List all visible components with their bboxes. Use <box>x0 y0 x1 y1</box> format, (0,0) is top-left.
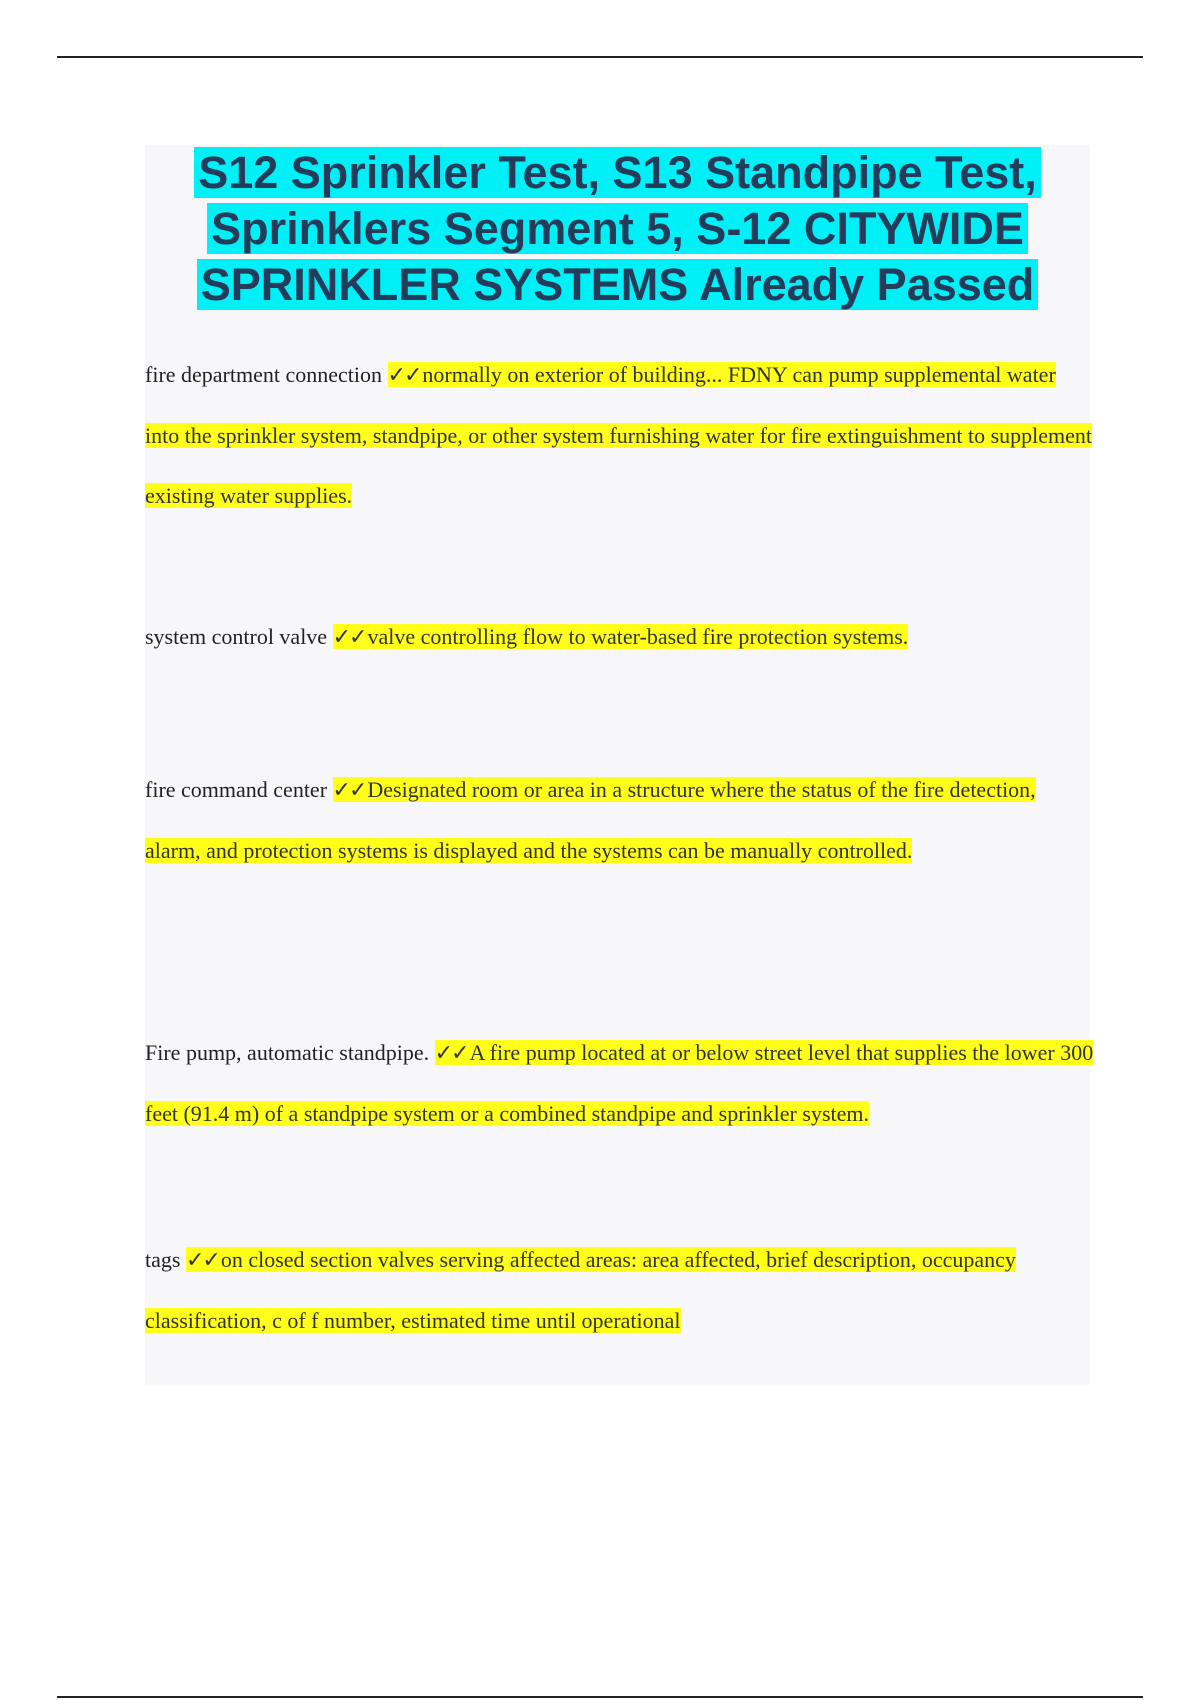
entry-term: tags <box>145 1247 181 1272</box>
double-check-icon: ✓✓ <box>332 778 366 803</box>
entry-definition <box>145 1247 1016 1333</box>
entry-definition-text: valve controlling flow to water-based fire protection systems. <box>367 624 909 649</box>
entry-tags <box>145 1230 1095 1351</box>
entry-fire-command-center <box>145 760 1095 881</box>
bottom-rule <box>57 1696 1143 1698</box>
entry-definition-text: A fire pump located at or below street level that supplies the lower 300 feet (91.4 m) of a standpipe system or a combined standpipe and sprinkler system. <box>145 1040 1094 1126</box>
entry-definition-text: on closed section valves serving affected areas: area affected, brief description, occupancy classification, c of f number, estimated time until operational <box>145 1247 1016 1333</box>
entry-definition <box>333 624 909 649</box>
document-title-text: S12 Sprinkler Test, S13 Standpipe Test, Sprinklers Segment 5, S-12 CITYWIDE SPRINKLER SYSTEMS Already Passed <box>194 147 1041 310</box>
top-rule <box>57 56 1143 58</box>
entry-term: system control valve <box>145 624 328 649</box>
entry-definition-text: normally on exterior of building... FDNY can pump supplemental water into the sprinkler system, standpipe, or other system furnishing water for fire extinguishment to supplement existing water supplies. <box>145 362 1093 508</box>
double-check-icon: ✓✓ <box>434 1041 468 1066</box>
entry-term: Fire pump, automatic standpipe. <box>145 1040 430 1065</box>
double-check-icon: ✓✓ <box>332 625 366 650</box>
title-block <box>145 145 1090 313</box>
entry-term: fire department connection <box>145 362 383 387</box>
entry-fire-department-connection <box>145 345 1095 526</box>
double-check-icon: ✓✓ <box>387 363 421 388</box>
entry-fire-pump-automatic-standpipe <box>145 1023 1095 1144</box>
double-check-icon: ✓✓ <box>185 1248 219 1273</box>
document-title <box>145 145 1090 313</box>
entry-definition-text: Designated room or area in a structure where the status of the fire detection, alarm, and protection systems is displayed and the systems can be manually controlled. <box>145 777 1036 863</box>
entry-term: fire command center <box>145 777 328 802</box>
entry-system-control-valve <box>145 607 1095 668</box>
